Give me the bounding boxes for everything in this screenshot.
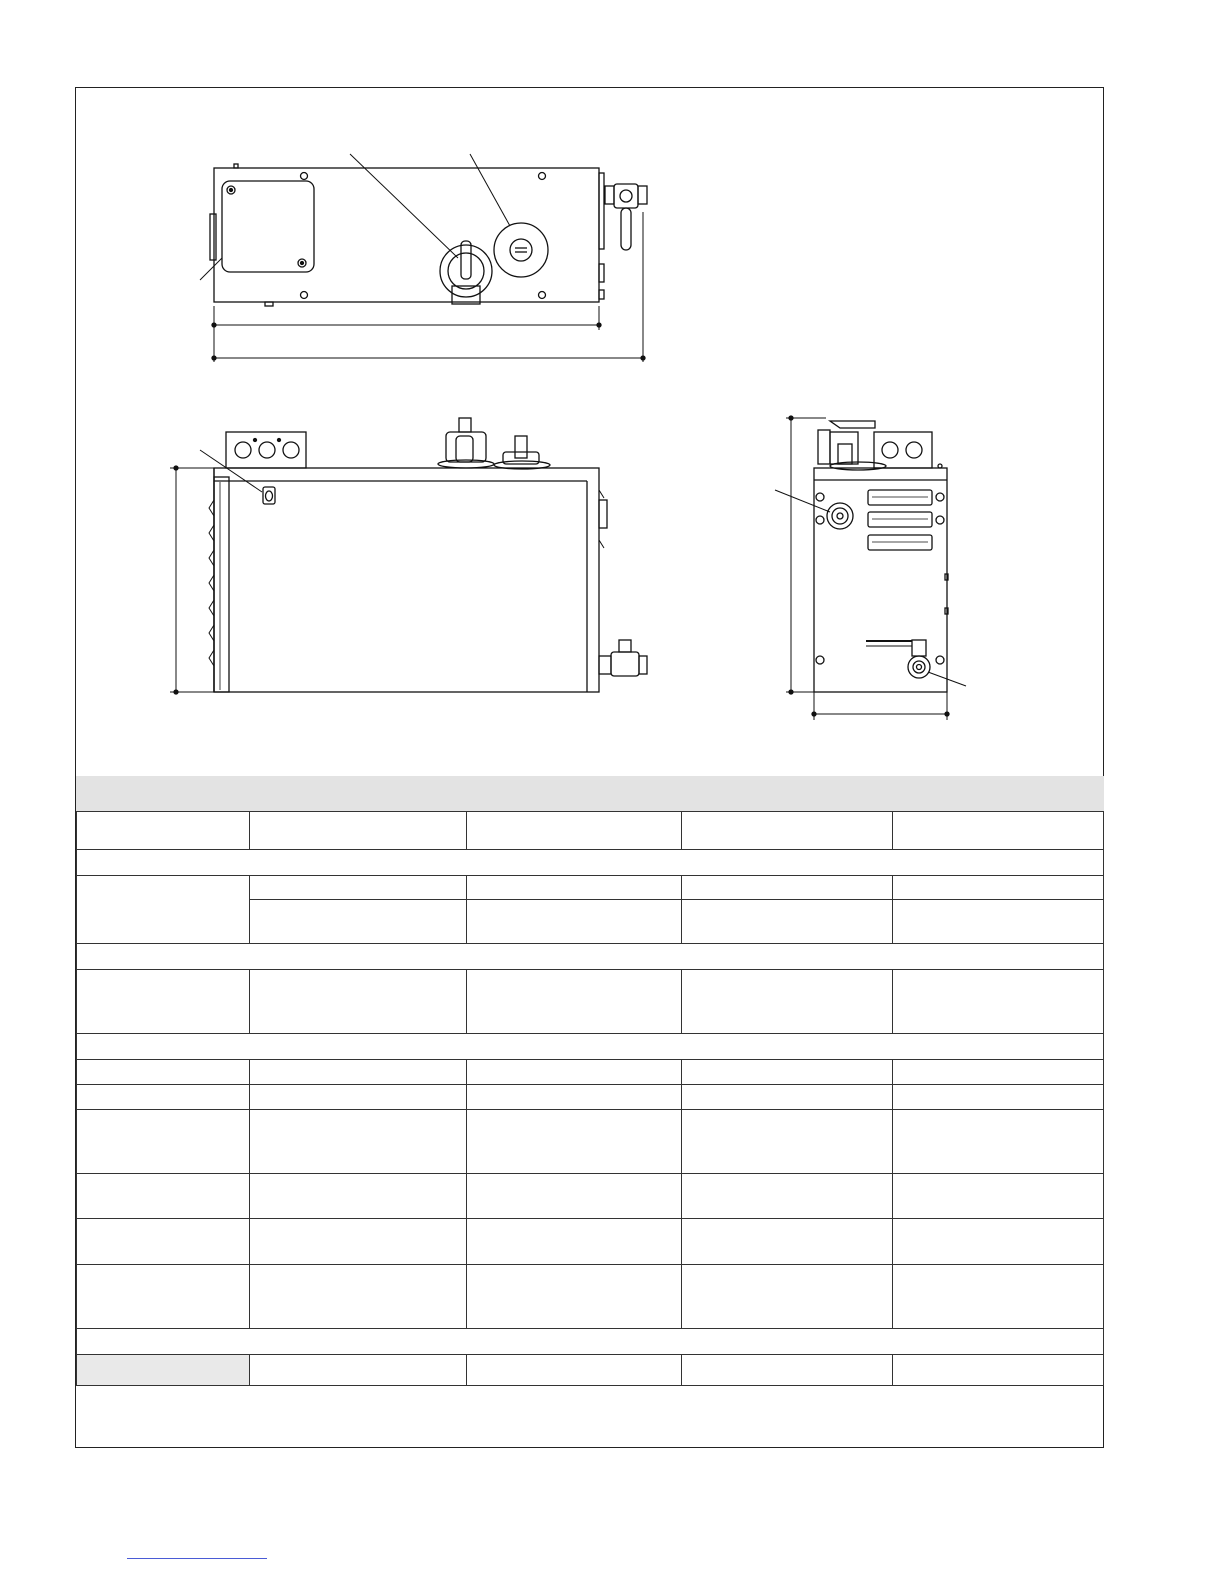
table-cell xyxy=(893,1355,1104,1386)
footer-link-rule xyxy=(127,1558,267,1559)
table-header-title xyxy=(77,777,1104,812)
table-cell xyxy=(467,1355,682,1386)
table-cell xyxy=(77,876,250,944)
table-cell xyxy=(682,876,893,900)
table-cell xyxy=(682,900,893,944)
table-cell xyxy=(893,900,1104,944)
front-view-drawing xyxy=(170,418,647,694)
table-cell xyxy=(467,1085,682,1110)
table-cell xyxy=(77,1265,250,1329)
table-cell-shaded xyxy=(77,1355,250,1386)
table-cell xyxy=(893,970,1104,1034)
table-cell xyxy=(250,876,467,900)
table-section-row xyxy=(77,1329,1104,1355)
table-cell xyxy=(250,900,467,944)
table-cell xyxy=(77,812,250,850)
footnote xyxy=(76,1386,1103,1447)
table-cell xyxy=(77,1085,250,1110)
table-section-cell xyxy=(77,1034,1104,1060)
table-cell xyxy=(250,1265,467,1329)
steam-generator-drawings xyxy=(0,0,1224,780)
table-cell xyxy=(250,1355,467,1386)
table-cell xyxy=(250,1174,467,1219)
table-cell xyxy=(893,1060,1104,1085)
table-row xyxy=(77,876,1104,900)
table-cell xyxy=(893,812,1104,850)
table-cell xyxy=(77,970,250,1034)
table-section-cell xyxy=(77,850,1104,876)
table-cell xyxy=(467,876,682,900)
table-row xyxy=(77,812,1104,850)
table-cell xyxy=(682,1060,893,1085)
table-section-row xyxy=(77,850,1104,876)
table-cell xyxy=(77,1110,250,1174)
table-cell xyxy=(893,1085,1104,1110)
table-cell xyxy=(467,900,682,944)
table-cell xyxy=(77,1060,250,1085)
table-cell xyxy=(893,1219,1104,1265)
table-cell xyxy=(467,970,682,1034)
table-header-band xyxy=(77,777,1104,812)
table-cell xyxy=(893,876,1104,900)
table-cell xyxy=(682,1265,893,1329)
table-cell xyxy=(250,1219,467,1265)
table-cell xyxy=(467,1060,682,1085)
table-cell xyxy=(682,812,893,850)
table-row xyxy=(77,1060,1104,1085)
table-cell xyxy=(467,1110,682,1174)
table-cell xyxy=(893,1265,1104,1329)
table-section-row xyxy=(77,944,1104,970)
table-row xyxy=(77,1085,1104,1110)
top-view-drawing xyxy=(200,154,647,362)
table-cell xyxy=(250,970,467,1034)
specifications-table xyxy=(76,776,1104,1386)
table-cell xyxy=(893,1110,1104,1174)
table-row xyxy=(77,1110,1104,1174)
table-row xyxy=(77,1174,1104,1219)
table-cell xyxy=(682,1110,893,1174)
table-cell xyxy=(682,1085,893,1110)
table-cell xyxy=(250,1085,467,1110)
table-row xyxy=(77,970,1104,1034)
table-cell xyxy=(467,1174,682,1219)
table-cell xyxy=(682,970,893,1034)
table-cell xyxy=(250,812,467,850)
table-cell xyxy=(77,1174,250,1219)
table-cell xyxy=(682,1355,893,1386)
table-cell xyxy=(893,1174,1104,1219)
table-row xyxy=(77,1355,1104,1386)
table-cell xyxy=(250,1110,467,1174)
table-cell xyxy=(682,1219,893,1265)
table-row xyxy=(77,1219,1104,1265)
table-section-cell xyxy=(77,1329,1104,1355)
table-cell xyxy=(682,1174,893,1219)
table-cell xyxy=(467,812,682,850)
table-cell xyxy=(467,1265,682,1329)
side-view-drawing xyxy=(775,416,966,720)
table-section-cell xyxy=(77,944,1104,970)
table-row xyxy=(77,1265,1104,1329)
table-cell xyxy=(467,1219,682,1265)
table-section-row xyxy=(77,1034,1104,1060)
table-cell xyxy=(77,1219,250,1265)
table-cell xyxy=(250,1060,467,1085)
